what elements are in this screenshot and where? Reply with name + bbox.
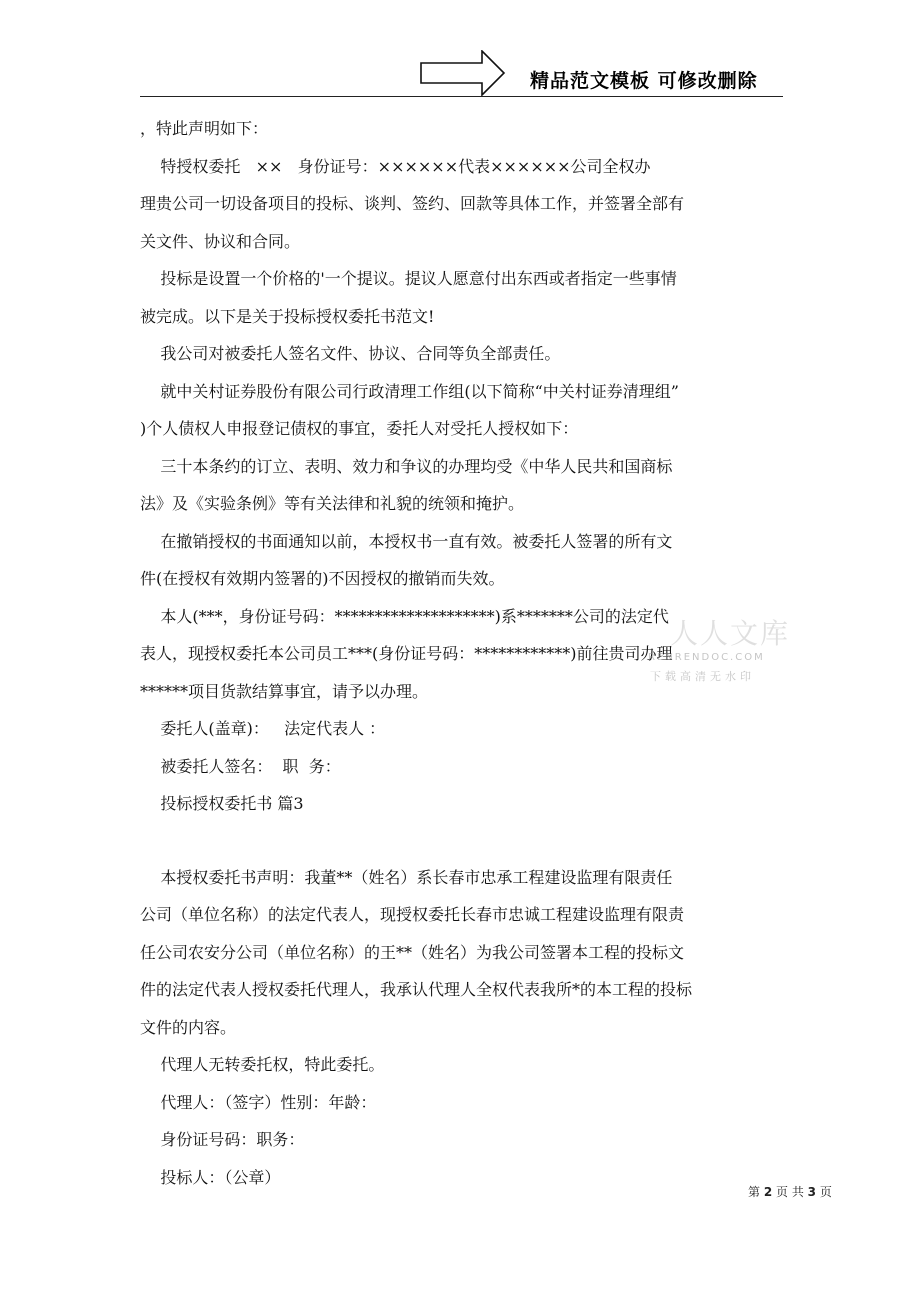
total-page-number: 3: [807, 1185, 816, 1199]
watermark-domain: RENRENDOC.COM: [648, 652, 765, 663]
watermark-logo: 人人文库: [670, 617, 791, 650]
header-divider: [140, 96, 783, 97]
paragraph-line: 在撤销授权的书面通知以前，本授权书一直有效。被委托人签署的所有文: [140, 531, 673, 551]
paragraph-line: 本授权委托书声明：我董**（姓名）系长春市忠承工程建设监理有限责任: [140, 867, 673, 887]
paragraph-line: 件的法定代表人授权委托代理人，我承认代理人全权代表我所*的本工程的投标: [140, 980, 693, 999]
paragraph-line: 法》及《实验条例》等有关法律和礼貌的统领和掩护。: [140, 494, 525, 513]
document-body: [140, 110, 785, 1196]
paragraph-line: 关文件、协议和合同。: [140, 231, 301, 251]
watermark-tagline: 下载高清无水印: [650, 670, 755, 683]
paragraph-line: ，特此声明如下：: [140, 119, 269, 138]
paragraph-line: 代理人：（签字）性别：年龄：: [140, 1092, 377, 1112]
paragraph-line: 被委托人签名： 职 务：: [140, 756, 341, 776]
header-title: 精品范文模板 可修改删除: [530, 70, 758, 92]
arrow-right-icon: [420, 50, 506, 96]
paragraph-line: ******项目货款结算事宜，请予以办理。: [140, 681, 429, 701]
section-heading: 投标授权委托书 篇3: [140, 794, 304, 813]
footer-prefix: 第: [748, 1185, 764, 1199]
paragraph-line: 投标是设置一个价格的'一个提议。提议人愿意付出东西或者指定一些事情: [140, 269, 677, 288]
blank-line: [140, 823, 785, 859]
footer-middle: 页 共: [772, 1185, 808, 1199]
paragraph-line: 件(在授权有效期内签署的)不因授权的撤销而失效。: [140, 569, 505, 588]
footer-suffix: 页: [816, 1185, 832, 1199]
paragraph-line: 我公司对被委托人签名文件、协议、合同等负全部责任。: [140, 344, 561, 363]
paragraph-line: 任公司农安分公司（单位名称）的王**（姓名）为我公司签署本工程的投标文: [140, 942, 685, 962]
paragraph-line: 就中关村证券股份有限公司行政清理工作组(以下简称“中关村证券清理组”: [140, 381, 679, 401]
paragraph-line: 三十本条约的订立、表明、效力和争议的办理均受《中华人民共和国商标: [140, 456, 673, 476]
page-footer: [748, 1183, 832, 1200]
page-header: [0, 0, 920, 100]
paragraph-line: 文件的内容。: [140, 1017, 237, 1037]
current-page-number: 2: [763, 1185, 773, 1199]
paragraph-line: 表人，现授权委托本公司员工***(身份证号码：************)前往贵司办理: [140, 644, 673, 663]
paragraph-line: 身份证号码：职务：: [140, 1130, 305, 1149]
paragraph-line: 被完成。以下是关于投标授权委托书范文!: [140, 306, 435, 326]
paragraph-line: 特授权委托 ×× 身份证号：××××××代表××××××公司全权办: [140, 156, 651, 176]
paragraph-line: )个人债权人申报登记债权的事宜，委托人对受托人授权如下：: [140, 419, 579, 438]
paragraph-line: 投标人：（公章）: [140, 1167, 281, 1187]
paragraph-line: 公司（单位名称）的法定代表人，现授权委托长春市忠诚工程建设监理有限责: [140, 905, 685, 924]
paragraph-line: 本人(***，身份证号码：********************)系*******公司的法定代: [140, 606, 669, 626]
paragraph-line: 委托人(盖章)： 法定代表人 ：: [140, 719, 386, 738]
paragraph-line: 理贵公司一切设备项目的投标、谈判、签约、回款等具体工作，并签署全部有: [140, 194, 685, 213]
paragraph-line: 代理人无转委托权，特此委托。: [140, 1055, 385, 1074]
